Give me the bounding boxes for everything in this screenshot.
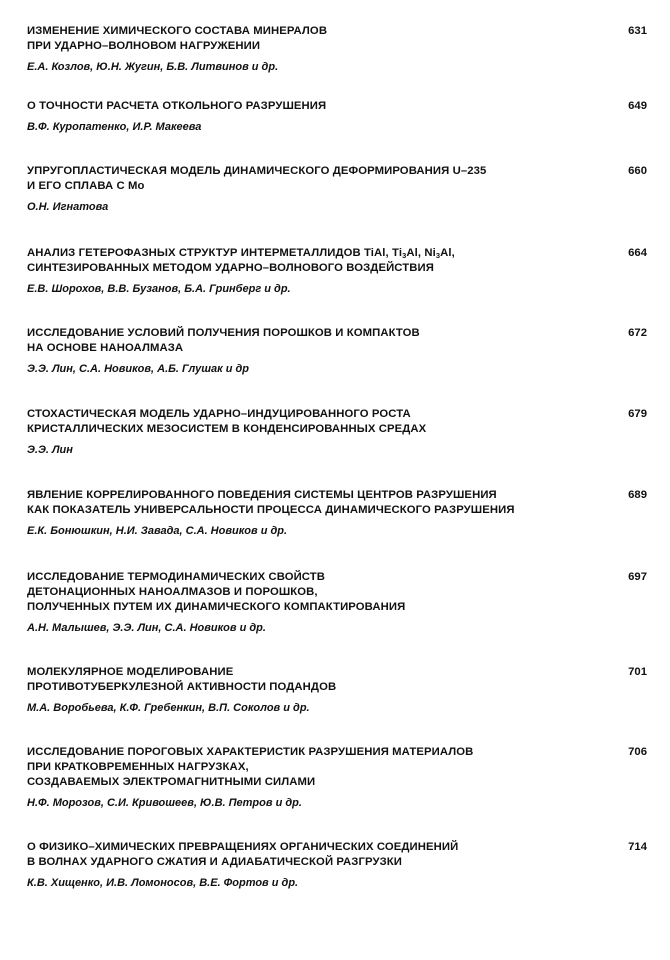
entry-title: [27, 840, 587, 870]
title-text: ДЕТОНАЦИОННЫХ НАНОАЛМАЗОВ И ПОРОШКОВ,: [27, 586, 318, 598]
title-text: О ТОЧНОСТИ РАСЧЕТА ОТКОЛЬНОГО РАЗРУШЕНИЯ: [27, 100, 327, 112]
title-text: УПРУГОПЛАСТИЧЕСКАЯ МОДЕЛЬ ДИНАМИЧЕСКОГО ДЕФОРМИРОВАНИЯ U–235: [27, 165, 487, 177]
entry-title: [27, 745, 587, 790]
entry-page-number[interactable]: 697: [628, 571, 647, 583]
toc-entry: [27, 246, 647, 296]
entry-title-line: [27, 422, 587, 437]
entry-title-line: [27, 775, 587, 790]
entry-title-line: [27, 164, 587, 179]
title-text: Al, Ni: [406, 247, 436, 259]
entry-page-number[interactable]: 649: [628, 100, 647, 112]
entry-title-line: [27, 261, 587, 276]
entry-authors: М.А. Воробьева, К.Ф. Гребенкин, В.П. Соколов и др.: [27, 702, 310, 714]
entry-title-line: [27, 585, 587, 600]
entry-page-number[interactable]: 672: [628, 327, 647, 339]
entry-title: [27, 164, 587, 194]
entry-title-line: [27, 341, 587, 356]
entry-title-line: [27, 760, 587, 775]
title-text: ИЗМЕНЕНИЕ ХИМИЧЕСКОГО СОСТАВА МИНЕРАЛОВ: [27, 25, 328, 37]
toc-entry: [27, 665, 647, 715]
entry-title-line: [27, 600, 587, 615]
entry-page-number[interactable]: 689: [628, 489, 647, 501]
entry-title: [27, 326, 587, 356]
title-text: О ФИЗИКО–ХИМИЧЕСКИХ ПРЕВРАЩЕНИЯХ ОРГАНИЧЕСКИХ СОЕДИНЕНИЙ: [27, 841, 459, 853]
entry-authors: Э.Э. Лин: [27, 444, 73, 456]
entry-title-line: [27, 488, 587, 503]
entry-title-line: [27, 840, 587, 855]
entry-title: [27, 665, 587, 695]
title-text: НА ОСНОВЕ НАНОАЛМАЗА: [27, 342, 184, 354]
entry-title-line: [27, 570, 587, 585]
toc-entry: [27, 570, 647, 635]
entry-title-line: [27, 326, 587, 341]
title-text: МОЛЕКУЛЯРНОЕ МОДЕЛИРОВАНИЕ: [27, 666, 234, 678]
title-text: В ВОЛНАХ УДАРНОГО СЖАТИЯ И АДИАБАТИЧЕСКОЙ РАЗГРУЗКИ: [27, 856, 402, 868]
toc-entry: [27, 99, 647, 134]
subscript: 3: [435, 251, 441, 260]
title-text: ИССЛЕДОВАНИЕ ТЕРМОДИНАМИЧЕСКИХ СВОЙСТВ: [27, 571, 326, 583]
entry-authors: Е.В. Шорохов, В.В. Бузанов, Б.А. Гринберг и др.: [27, 283, 291, 295]
toc-entry: [27, 326, 647, 376]
toc-entry: [27, 745, 647, 810]
entry-title: [27, 488, 587, 518]
title-text: И ЕГО СПЛАВА С Mo: [27, 180, 145, 192]
entry-authors: О.Н. Игнатова: [27, 201, 109, 213]
subscript: 3: [402, 251, 407, 260]
title-text: СОЗДАВАЕМЫХ ЭЛЕКТРОМАГНИТНЫМИ СИЛАМИ: [27, 776, 316, 788]
entry-authors: Э.Э. Лин, С.А. Новиков, А.Б. Глушак и др: [27, 363, 250, 375]
entry-page-number[interactable]: 714: [628, 841, 647, 853]
entry-page-number[interactable]: 701: [628, 666, 647, 678]
entry-title-line: [27, 855, 587, 870]
entry-title-line: [27, 503, 587, 518]
entry-title-line: [27, 665, 587, 680]
entry-title: [27, 570, 587, 615]
entry-authors: К.В. Хищенко, И.В. Ломоносов, В.Е. Фортов и др.: [27, 877, 299, 889]
entry-title: [27, 24, 587, 54]
entry-title: [27, 99, 587, 114]
entry-authors: Н.Ф. Морозов, С.И. Кривошеев, Ю.В. Петров и др.: [27, 797, 302, 809]
title-text: СТОХАСТИЧЕСКАЯ МОДЕЛЬ УДАРНО–ИНДУЦИРОВАННОГО РОСТА: [27, 408, 411, 420]
entry-authors: Е.А. Козлов, Ю.Н. Жугин, Б.В. Литвинов и др.: [27, 61, 279, 73]
toc-entry: [27, 164, 647, 214]
toc-entry: [27, 840, 647, 890]
title-text: КАК ПОКАЗАТЕЛЬ УНИВЕРСАЛЬНОСТИ ПРОЦЕССА ДИНАМИЧЕСКОГО РАЗРУШЕНИЯ: [27, 504, 515, 516]
title-text: АНАЛИЗ ГЕТЕРОФАЗНЫХ СТРУКТУР ИНТЕРМЕТАЛЛИДОВ TiAl, Ti: [27, 247, 403, 259]
toc-entry: [27, 24, 647, 74]
title-text: СИНТЕЗИРОВАННЫХ МЕТОДОМ УДАРНО–ВОЛНОВОГО ВОЗДЕЙСТВИЯ: [27, 262, 434, 274]
toc-entry: [27, 488, 647, 538]
entry-authors: А.Н. Малышев, Э.Э. Лин, С.А. Новиков и др.: [27, 622, 266, 634]
entry-title-line: [27, 680, 587, 695]
title-text: ПОЛУЧЕННЫХ ПУТЕМ ИХ ДИНАМИЧЕСКОГО КОМПАКТИРОВАНИЯ: [27, 601, 406, 613]
entry-title: [27, 246, 587, 276]
entry-authors: В.Ф. Куропатенко, И.Р. Макеева: [27, 121, 202, 133]
entry-title-line: [27, 745, 587, 760]
entry-title: [27, 407, 587, 437]
toc-entry: [27, 407, 647, 457]
entry-title-line: [27, 39, 587, 54]
entry-title-line: [27, 24, 587, 39]
entry-title-line: [27, 179, 587, 194]
entry-authors: Е.К. Бонюшкин, Н.И. Завада, С.А. Новиков и др.: [27, 525, 288, 537]
title-text: ЯВЛЕНИЕ КОРРЕЛИРОВАННОГО ПОВЕДЕНИЯ СИСТЕМЫ ЦЕНТРОВ РАЗРУШЕНИЯ: [27, 489, 497, 501]
entry-title-line: [27, 407, 587, 422]
title-text: ПРИ КРАТКОВРЕМЕННЫХ НАГРУЗКАХ,: [27, 761, 249, 773]
entry-page-number[interactable]: 660: [628, 165, 647, 177]
title-text: ИССЛЕДОВАНИЕ ПОРОГОВЫХ ХАРАКТЕРИСТИК РАЗРУШЕНИЯ МАТЕРИАЛОВ: [27, 746, 474, 758]
entry-page-number[interactable]: 706: [628, 746, 647, 758]
title-text: КРИСТАЛЛИЧЕСКИХ МЕЗОСИСТЕМ В КОНДЕНСИРОВАННЫХ СРЕДАХ: [27, 423, 427, 435]
title-text: ПРИ УДАРНО–ВОЛНОВОМ НАГРУЖЕНИИ: [27, 40, 261, 52]
entry-title-line: [27, 99, 587, 114]
entry-page-number[interactable]: 664: [628, 247, 647, 259]
entry-page-number[interactable]: 631: [628, 25, 647, 37]
title-text: Al,: [440, 247, 455, 259]
entry-page-number[interactable]: 679: [628, 408, 647, 420]
title-text: ПРОТИВОТУБЕРКУЛЕЗНОЙ АКТИВНОСТИ ПОДАНДОВ: [27, 681, 337, 693]
entry-title-line: [27, 246, 587, 261]
title-text: ИССЛЕДОВАНИЕ УСЛОВИЙ ПОЛУЧЕНИЯ ПОРОШКОВ И КОМПАКТОВ: [27, 327, 420, 339]
